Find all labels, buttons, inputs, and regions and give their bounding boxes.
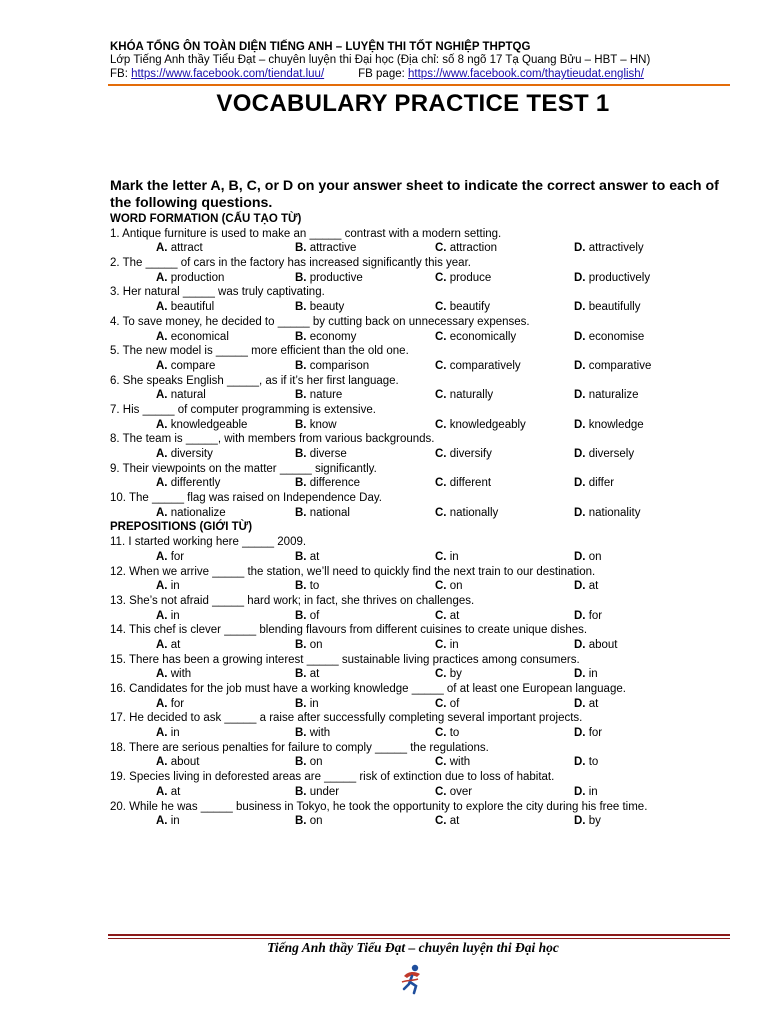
answer-option[interactable]	[156, 271, 224, 286]
fb-label: FB:	[110, 68, 132, 80]
answer-option[interactable]	[295, 418, 337, 433]
answer-option[interactable]	[435, 755, 470, 770]
option-letter: A.	[156, 301, 168, 314]
answer-option[interactable]	[574, 697, 598, 712]
option-text: to	[449, 727, 460, 740]
option-letter: D.	[574, 448, 586, 460]
option-text: in	[170, 815, 180, 828]
option-text: by	[449, 668, 462, 681]
question-stem: 2. The _____ of cars in the factory has increased significantly this year.	[110, 257, 471, 270]
option-letter: A.	[156, 506, 168, 519]
option-letter: C.	[435, 668, 447, 681]
answer-option[interactable]	[574, 726, 602, 741]
answer-options-row	[110, 785, 750, 800]
option-text: comparison	[309, 359, 370, 372]
option-letter: D.	[574, 389, 586, 402]
answer-option[interactable]	[435, 814, 459, 829]
option-text: knowledge	[588, 418, 644, 431]
answer-option[interactable]	[295, 447, 347, 462]
option-text: produce	[449, 271, 492, 284]
option-text: different	[449, 477, 492, 490]
answer-option[interactable]	[295, 359, 369, 374]
answer-option[interactable]	[574, 550, 602, 565]
answer-options-row	[110, 506, 750, 521]
option-letter: A.	[156, 418, 168, 431]
answer-option[interactable]	[156, 388, 206, 403]
option-letter: D.	[574, 550, 586, 563]
option-text: know	[309, 418, 337, 431]
answer-option[interactable]	[295, 388, 342, 403]
option-letter: C.	[435, 359, 447, 372]
option-text: in	[309, 697, 319, 710]
option-letter: C.	[435, 727, 447, 740]
option-text: with	[449, 756, 471, 769]
option-letter: B.	[295, 697, 307, 710]
option-text: comparative	[588, 359, 652, 372]
answer-option[interactable]	[156, 638, 180, 653]
answer-option[interactable]	[156, 330, 229, 345]
option-text: to	[588, 756, 599, 769]
fb-link[interactable]: https://www.facebook.com/tiendat.luu/	[131, 68, 325, 80]
option-text: difference	[309, 477, 360, 490]
option-letter: C.	[435, 697, 447, 710]
option-text: diversely	[588, 448, 635, 460]
answer-option[interactable]	[574, 506, 641, 521]
answer-options-row	[110, 697, 750, 712]
answer-option[interactable]	[295, 550, 319, 565]
answer-option[interactable]	[156, 506, 226, 521]
option-letter: C.	[435, 785, 447, 798]
option-text: at	[588, 697, 599, 710]
option-letter: D.	[574, 815, 586, 828]
answer-options-row	[110, 388, 750, 403]
option-text: differently	[170, 477, 221, 490]
answer-option[interactable]	[156, 697, 184, 712]
answer-option[interactable]	[435, 726, 459, 741]
option-letter: D.	[574, 271, 586, 284]
option-text: economise	[588, 330, 645, 343]
answer-option[interactable]	[435, 330, 516, 345]
answer-options-row	[110, 638, 750, 653]
fbpage-link[interactable]: https://www.facebook.com/thaytieudat.english/	[408, 68, 644, 80]
option-text: economical	[170, 330, 229, 343]
answer-option[interactable]	[435, 388, 493, 403]
option-text: naturalize	[588, 389, 639, 402]
option-letter: C.	[435, 242, 447, 255]
answer-option[interactable]	[574, 241, 644, 256]
option-letter: D.	[574, 506, 586, 519]
option-letter: D.	[574, 580, 586, 593]
question-stem: 20. While he was _____ business in Tokyo, he took the opportunity to explore the city during his free time.	[110, 800, 648, 813]
option-letter: D.	[574, 359, 586, 372]
option-letter: C.	[435, 638, 447, 651]
answer-option[interactable]	[295, 785, 339, 800]
option-text: with	[170, 668, 192, 681]
answer-option[interactable]	[295, 271, 363, 286]
answer-options-row	[110, 359, 750, 374]
option-text: of	[449, 697, 460, 710]
section-heading: PREPOSITIONS (GIỚI TỪ)	[110, 521, 253, 534]
answer-option[interactable]	[574, 579, 598, 594]
option-letter: D.	[574, 668, 586, 681]
answer-option[interactable]	[156, 667, 191, 682]
answer-option[interactable]	[435, 550, 459, 565]
question-stem: 7. His _____ of computer programming is extensive.	[110, 403, 376, 416]
answer-options-row	[110, 609, 750, 624]
option-text: for	[588, 609, 603, 622]
answer-option[interactable]	[156, 609, 180, 624]
option-letter: A.	[156, 727, 168, 740]
option-letter: A.	[156, 550, 168, 563]
question-stem: 15. There has been a growing interest _____ sustainable living practices among consumers.	[110, 653, 580, 666]
answer-option[interactable]	[435, 241, 497, 256]
option-text: attract	[170, 242, 203, 255]
answer-option[interactable]	[295, 814, 323, 829]
question-stem: 18. There are serious penalties for failure to comply _____ the regulations.	[110, 741, 489, 754]
answer-option[interactable]	[156, 814, 180, 829]
answer-option[interactable]	[435, 785, 472, 800]
test-title: VOCABULARY PRACTICE TEST 1	[216, 90, 610, 117]
option-letter: B.	[295, 477, 307, 490]
option-letter: B.	[295, 815, 307, 828]
option-letter: D.	[574, 697, 586, 710]
option-text: to	[309, 580, 320, 593]
option-text: about	[170, 756, 200, 769]
answer-option[interactable]	[435, 447, 492, 462]
option-letter: D.	[574, 609, 586, 622]
option-letter: D.	[574, 785, 586, 798]
option-letter: D.	[574, 242, 586, 255]
option-text: productively	[588, 271, 651, 284]
answer-options-row	[110, 300, 750, 315]
option-text: in	[449, 550, 459, 563]
answer-option[interactable]	[156, 476, 220, 491]
option-text: attractively	[588, 242, 644, 255]
answer-option[interactable]	[574, 814, 601, 829]
answer-options-row	[110, 667, 750, 682]
question-stem: 10. The _____ flag was raised on Independence Day.	[110, 492, 382, 505]
option-letter: C.	[435, 330, 447, 343]
option-text: nationally	[449, 506, 499, 519]
answer-option[interactable]	[295, 506, 350, 521]
question-stem: 16. Candidates for the job must have a working knowledge _____ of at least one European language.	[110, 683, 626, 695]
option-text: knowledgeable	[170, 418, 248, 431]
answer-options-row	[110, 550, 750, 565]
question-stem: 19. Species living in deforested areas are _____ risk of extinction due to loss of habitat.	[110, 771, 555, 784]
answer-options-row	[110, 330, 750, 345]
question-stem: 9. Their viewpoints on the matter _____ significantly.	[110, 462, 377, 475]
option-letter: A.	[156, 815, 168, 828]
answer-option[interactable]	[295, 241, 356, 256]
option-letter: B.	[295, 418, 307, 431]
question-stem: 11. I started working here _____ 2009.	[110, 536, 307, 549]
option-text: at	[309, 668, 320, 681]
option-letter: B.	[295, 301, 307, 314]
option-letter: B.	[295, 727, 307, 740]
option-letter: C.	[435, 550, 447, 563]
option-text: differ	[588, 477, 615, 490]
runner-logo-icon	[398, 962, 426, 996]
option-letter: B.	[295, 448, 307, 460]
option-text: on	[309, 756, 323, 769]
question-stem: 4. To save money, he decided to _____ by cutting back on unnecessary expenses.	[110, 315, 530, 328]
answer-option[interactable]	[295, 726, 330, 741]
option-letter: D.	[574, 330, 586, 343]
option-letter: B.	[295, 359, 307, 372]
answer-option[interactable]	[435, 667, 462, 682]
option-text: in	[449, 638, 459, 651]
answer-option[interactable]	[156, 447, 213, 462]
option-text: at	[170, 785, 181, 798]
option-text: in	[170, 580, 180, 593]
answer-option[interactable]	[156, 550, 184, 565]
answer-option[interactable]	[435, 359, 521, 374]
option-text: attractive	[309, 242, 357, 255]
option-text: about	[588, 638, 618, 651]
option-text: on	[588, 550, 602, 563]
option-text: national	[309, 506, 350, 519]
option-letter: C.	[435, 271, 447, 284]
answer-option[interactable]	[574, 609, 602, 624]
option-letter: C.	[435, 506, 447, 519]
option-text: of	[309, 609, 320, 622]
answer-option[interactable]	[295, 476, 360, 491]
answer-option[interactable]	[435, 638, 459, 653]
option-text: beauty	[309, 301, 345, 314]
option-text: comparatively	[449, 359, 521, 372]
option-letter: A.	[156, 668, 168, 681]
option-letter: A.	[156, 359, 168, 372]
option-text: for	[170, 697, 185, 710]
header-divider	[108, 84, 730, 86]
question-stem: 8. The team is _____, with members from various backgrounds.	[110, 433, 435, 446]
answer-option[interactable]	[435, 579, 463, 594]
option-text: on	[449, 580, 463, 593]
option-letter: A.	[156, 330, 168, 343]
option-letter: C.	[435, 815, 447, 828]
option-text: with	[309, 727, 331, 740]
answer-option[interactable]	[574, 447, 634, 462]
option-text: in	[588, 785, 598, 798]
option-text: productive	[309, 271, 363, 284]
fbpage-label: FB page:	[358, 68, 409, 80]
option-text: in	[588, 668, 598, 681]
answer-options-row	[110, 579, 750, 594]
answer-options-row	[110, 418, 750, 433]
answer-option[interactable]	[574, 755, 598, 770]
option-letter: D.	[574, 301, 586, 314]
answer-options-row	[110, 476, 750, 491]
option-letter: B.	[295, 668, 307, 681]
section-heading: WORD FORMATION (CẤU TẠO TỪ)	[110, 213, 302, 225]
answer-option[interactable]	[574, 300, 641, 315]
answer-option[interactable]	[156, 785, 180, 800]
option-text: nationality	[588, 506, 641, 519]
question-stem: 5. The new model is _____ more efficient than the old one.	[110, 345, 409, 358]
option-text: over	[449, 785, 473, 798]
option-letter: D.	[574, 756, 586, 769]
instruction-text: Mark the letter A, B, C, or D on your answer sheet to indicate the correct answer to each of the following questions.	[110, 178, 719, 211]
answer-option[interactable]	[156, 300, 214, 315]
option-text: natural	[170, 389, 206, 402]
answer-options-row	[110, 814, 750, 829]
option-letter: D.	[574, 727, 586, 740]
option-letter: B.	[295, 330, 307, 343]
option-text: knowledgeably	[449, 418, 526, 431]
option-text: production	[170, 271, 225, 284]
answer-options-row	[110, 755, 750, 770]
answer-option[interactable]	[295, 638, 323, 653]
option-text: on	[309, 815, 323, 828]
option-letter: C.	[435, 389, 447, 402]
option-letter: B.	[295, 506, 307, 519]
option-letter: C.	[435, 418, 447, 431]
option-text: for	[170, 550, 185, 563]
option-letter: A.	[156, 697, 168, 710]
option-letter: D.	[574, 418, 586, 431]
option-letter: C.	[435, 609, 447, 622]
course-title: KHÓA TỔNG ÔN TOÀN DIỆN TIẾNG ANH – LUYỆN THI TỐT NGHIỆP THPTQG	[110, 41, 531, 53]
option-text: at	[449, 815, 460, 828]
option-text: by	[588, 815, 601, 828]
answer-option[interactable]	[435, 418, 526, 433]
option-letter: A.	[156, 271, 168, 284]
answer-option[interactable]	[295, 579, 319, 594]
answer-option[interactable]	[574, 667, 598, 682]
option-text: attraction	[449, 242, 498, 255]
footer-divider	[108, 934, 730, 936]
answer-option[interactable]	[295, 330, 356, 345]
option-letter: A.	[156, 638, 168, 651]
question-stem: 12. When we arrive _____ the station, we’ll need to quickly find the next train to our destination.	[110, 565, 596, 578]
option-text: nationalize	[170, 506, 226, 519]
option-letter: D.	[574, 638, 586, 651]
option-text: at	[170, 638, 181, 651]
option-letter: A.	[156, 756, 168, 769]
answer-option[interactable]	[295, 609, 319, 624]
answer-options-row	[110, 447, 750, 462]
option-letter: B.	[295, 609, 307, 622]
answer-option[interactable]	[435, 476, 491, 491]
option-letter: A.	[156, 448, 168, 460]
option-text: economically	[449, 330, 517, 343]
option-text: beautifully	[588, 301, 641, 314]
option-text: in	[170, 609, 180, 622]
question-stem: 6. She speaks English _____, as if it’s her first language.	[110, 374, 399, 387]
option-text: for	[588, 727, 603, 740]
question-stem: 1. Antique furniture is used to make an _____ contrast with a modern setting.	[110, 227, 502, 240]
question-stem: 17. He decided to ask _____ a raise after successfully completing several important projects.	[110, 712, 583, 725]
question-stem: 13. She’s not afraid _____ hard work; in fact, she thrives on challenges.	[110, 594, 475, 607]
option-text: at	[588, 580, 599, 593]
option-text: beautify	[449, 301, 490, 314]
answer-option[interactable]	[574, 476, 614, 491]
answer-option[interactable]	[156, 579, 180, 594]
option-letter: C.	[435, 580, 447, 593]
option-text: in	[170, 727, 180, 740]
answer-option[interactable]	[574, 785, 598, 800]
option-letter: A.	[156, 242, 168, 255]
footer-text: Tiếng Anh thầy Tiểu Đạt – chuyên luyện thi Đại học	[267, 940, 559, 955]
option-text: at	[449, 609, 460, 622]
option-text: under	[309, 785, 340, 798]
option-letter: A.	[156, 609, 168, 622]
answer-options-row	[110, 726, 750, 741]
class-address: Lớp Tiếng Anh thầy Tiểu Đạt – chuyên luyện thi Đại học (Địa chỉ: số 8 ngõ 17 Tạ Quang Bửu – HBT – HN)	[110, 54, 651, 66]
answer-option[interactable]	[156, 359, 215, 374]
option-letter: A.	[156, 477, 168, 490]
footer-divider-thin	[108, 938, 730, 939]
answer-option[interactable]	[435, 300, 490, 315]
option-text: at	[309, 550, 320, 563]
option-letter: B.	[295, 550, 307, 563]
answer-options-row	[110, 271, 750, 286]
answer-option[interactable]	[435, 506, 498, 521]
option-letter: B.	[295, 580, 307, 593]
option-letter: B.	[295, 271, 307, 284]
option-letter: B.	[295, 389, 307, 402]
answer-option[interactable]	[156, 755, 199, 770]
answer-option[interactable]	[156, 726, 180, 741]
option-letter: B.	[295, 756, 307, 769]
answer-option[interactable]	[295, 667, 319, 682]
answer-option[interactable]	[295, 755, 323, 770]
answer-option[interactable]	[435, 271, 491, 286]
question-stem: 3. Her natural _____ was truly captivating.	[110, 286, 325, 299]
option-letter: B.	[295, 242, 307, 255]
answer-option[interactable]	[574, 638, 617, 653]
answer-option[interactable]	[156, 418, 247, 433]
option-text: diverse	[309, 448, 347, 460]
answer-option[interactable]	[156, 241, 203, 256]
option-letter: C.	[435, 448, 447, 460]
answer-option[interactable]	[435, 609, 459, 624]
answer-option[interactable]	[295, 300, 344, 315]
option-text: diversify	[449, 448, 492, 460]
answer-option[interactable]	[574, 271, 650, 286]
option-text: compare	[170, 359, 216, 372]
answer-options-row	[110, 241, 750, 256]
option-letter: B.	[295, 785, 307, 798]
option-letter: C.	[435, 756, 447, 769]
answer-option[interactable]	[295, 697, 319, 712]
answer-option[interactable]	[574, 418, 644, 433]
question-list	[110, 212, 750, 829]
answer-option[interactable]	[574, 388, 639, 403]
option-letter: D.	[574, 477, 586, 490]
answer-option[interactable]	[574, 359, 651, 374]
option-letter: B.	[295, 638, 307, 651]
option-text: diversity	[170, 448, 213, 460]
option-text: nature	[309, 389, 343, 402]
option-letter: C.	[435, 477, 447, 490]
option-text: naturally	[449, 389, 494, 402]
option-text: economy	[309, 330, 357, 343]
answer-option[interactable]	[435, 697, 459, 712]
option-letter: A.	[156, 389, 168, 402]
option-text: on	[309, 638, 323, 651]
answer-option[interactable]	[574, 330, 644, 345]
option-letter: A.	[156, 580, 168, 593]
social-links	[110, 67, 750, 81]
question-stem: 14. This chef is clever _____ blending flavours from different cuisines to create unique dishes.	[110, 624, 588, 637]
option-text: beautiful	[170, 301, 215, 314]
option-letter: A.	[156, 785, 168, 798]
option-letter: C.	[435, 301, 447, 314]
